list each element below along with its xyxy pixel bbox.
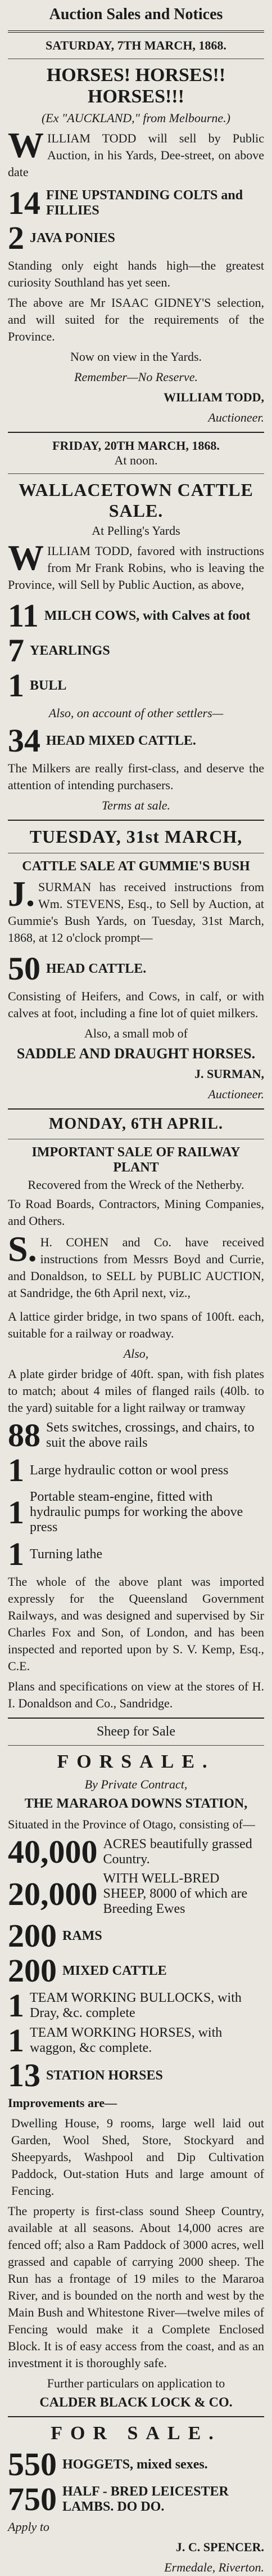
ad-hoggets <box>8 2423 264 2576</box>
lot-row <box>8 950 264 987</box>
ad-intro <box>8 538 264 593</box>
lot-number: 1 <box>8 2022 24 2059</box>
ad-agent: CALDER BLACK LOCK & CO. <box>39 2395 233 2410</box>
lot-row <box>8 1833 264 1870</box>
lot-row <box>8 187 264 219</box>
lot-row <box>8 722 264 759</box>
lot-row <box>8 222 264 254</box>
lot-row <box>8 2057 264 2094</box>
ad-remember: Remember—No Reserve. <box>74 370 198 384</box>
lot-row <box>8 632 264 669</box>
lot-row <box>8 1452 264 1488</box>
divider <box>8 1718 264 1719</box>
divider <box>8 30 264 33</box>
drop-cap: W <box>8 538 44 578</box>
ad-gummies-bush <box>8 826 264 1103</box>
lot-number: 1 <box>8 1493 24 1531</box>
lot-description: TEAM WORKING HORSES, with waggon, &c complete. <box>30 2025 223 2055</box>
lot-number: 34 <box>8 722 40 759</box>
lot-description: Sets switches, crossings, and chairs, to suit the above rails <box>46 1420 255 1450</box>
ad-headline: FORSALE. <box>57 1751 215 1772</box>
ad-horses <box>8 38 264 426</box>
drop-cap: S. <box>8 1229 37 1269</box>
ad-also-lot: SADDLE AND DRAUGHT HORSES. <box>16 1045 256 1062</box>
lot-description: Portable steam-engine, fitted with hydraulic pumps for working the above press <box>30 1490 243 1535</box>
ad-headline: CATTLE SALE AT GUMMIE'S BUSH <box>22 859 250 874</box>
ad-date: TUESDAY, 31st MARCH, <box>29 826 243 847</box>
ad-subtitle: Recovered from the Wreck of the Netherby. <box>28 1178 244 1192</box>
ad-intro-text: H. COHEN and Co. have received instructions from Messrs Boyd and Currie, and Donaldson, to SELL by PUBLIC AUCTION, at Sandridge, the 6th April next, viz., <box>8 1235 264 1300</box>
lot-description: MILCH COWS, with Calves at foot <box>44 608 251 623</box>
lot-number: 11 <box>8 597 39 634</box>
lot-number: 2 <box>8 220 24 256</box>
lot-description: FINE UPSTANDING COLTS and FILLIES <box>46 188 243 218</box>
ad-to: To Road Boards, Contractors, Mining Companies, and Others. <box>8 1197 264 1228</box>
ad-contact: J. C. SPENCER. <box>175 2540 264 2554</box>
auctioneer-title: Auctioneer. <box>208 1087 264 1101</box>
divider <box>8 1745 264 1746</box>
lot-number: 50 <box>8 950 40 987</box>
lot-number: 750 <box>8 2481 57 2517</box>
ad-plans: Plans and specifications on view at the stores of H. I. Donaldson and Co., Sandridge. <box>8 1679 264 1710</box>
drop-cap: J. <box>8 874 35 914</box>
ad-date: FRIDAY, 20TH MARCH, 1868. <box>52 439 220 453</box>
lot-description: WITH WELL-BRED SHEEP, 8000 of which are Breeding Ewes <box>103 1871 248 1916</box>
lot-number: 200 <box>8 1952 57 1989</box>
ad-railway-plant <box>8 1115 264 1712</box>
ad-mararoa-station <box>8 1724 264 2410</box>
lot-number: 1 <box>8 1452 24 1488</box>
auctioneer-name: J. SURMAN, <box>194 1067 264 1081</box>
lot-number: 7 <box>8 632 24 669</box>
page-header: Auction Sales and Notices <box>49 6 223 23</box>
ad-date: MONDAY, 6TH APRIL. <box>49 1115 223 1133</box>
ad-selection: The above are Mr ISAAC GIDNEY'S selection, and will suited for the requirements of the Province. <box>8 296 264 343</box>
ad-private: By Private Contract, <box>84 1777 188 1791</box>
ad-headline: FOR SALE. <box>51 2423 221 2444</box>
lot-number: 1 <box>8 1987 24 2024</box>
ad-description: The Milkers are really first-class, and deserve the attention of intending purchasers. <box>8 761 264 792</box>
ad-intro-text: ILLIAM TODD will sell by Public Auction, in his Yards, Dee-street, on above date <box>8 131 264 179</box>
ad-date: SATURDAY, 7TH MARCH, 1868. <box>46 38 226 52</box>
lot-row <box>8 1536 264 1572</box>
ad-plate: A plate girder bridge of 40ft. span, with fish plates to match; about 4 miles of flanged rails (40lb. to the yard) suitable for a light railway or tramway <box>8 1367 264 1415</box>
lot-row <box>8 2481 264 2517</box>
ad-terms: Terms at sale. <box>101 798 171 812</box>
auctioneer-name: WILLIAM TODD, <box>164 390 264 404</box>
ad-also: Also, <box>123 1347 149 1361</box>
lot-description: HALF - BRED LEICESTER LAMBS. DO DO. <box>62 2484 229 2514</box>
lot-number: 13 <box>8 2057 40 2094</box>
ad-headline: HORSES! HORSES!! HORSES!!! <box>46 65 226 107</box>
lot-row <box>8 1987 264 2024</box>
ad-view: Now on view in the Yards. <box>70 350 202 364</box>
lot-description: MIXED CATTLE <box>62 1963 167 1978</box>
ad-intro <box>8 1229 264 1302</box>
lot-row <box>8 597 264 634</box>
ad-also: Also, on account of other settlers— <box>48 706 224 720</box>
section-title: Sheep for Sale <box>97 1724 175 1739</box>
lot-number: 88 <box>8 1417 40 1454</box>
ad-description: Consisting of Heifers, and Cows, in calf, or with calves at foot, including a fine lot of quiet milkers. <box>8 989 264 1020</box>
ad-girder: A lattice girder bridge, in two spans of 100ft. each, suitable for a railway or roadway. <box>8 1309 264 1340</box>
lot-number: 1 <box>8 1536 24 1572</box>
divider <box>8 1108 264 1110</box>
lot-number: 550 <box>8 2446 57 2483</box>
ad-place: At Pelling's Yards <box>92 524 180 538</box>
lot-description: STATION HORSES <box>46 2068 163 2083</box>
ad-situated: Situated in the Province of Otago, consisting of— <box>8 1817 255 1831</box>
lot-description: HOGGETS, mixed sexes. <box>62 2457 208 2472</box>
ad-intro <box>8 874 264 946</box>
ad-intro-text: SURMAN has received instructions from Wm. STEVENS, Esq., to Sell by Auction, at Gummie's Bush Yards, on Tuesday, 31st March, 1868, at 12 o'clock prompt— <box>8 880 264 945</box>
lot-description: BULL <box>30 678 67 693</box>
lot-description: HEAD CATTLE. <box>46 961 147 976</box>
ad-subtitle: (Ex "AUCKLAND," from Melbourne.) <box>41 111 230 125</box>
ad-apply: Apply to <box>8 2520 49 2534</box>
lot-number: 40,000 <box>8 1833 98 1870</box>
lot-row <box>8 1917 264 1954</box>
divider <box>8 820 264 821</box>
ad-property: The property is first-class sound Sheep Country, available at all seasons. About 14,000 acres are fenced off; also a Ram Paddock of 3000 acres, well grassed and capable of carrying 2000 sheep. The Run has a frontage of 19 miles to the Mararoa River, and is bounded on the north and west by the Main Bush and Whitestone River—twelve miles of Fencing would make it a Complete Enclosed Block. It is of easy access from the coast, and as an investment it is thoroughly safe. <box>8 2204 264 2370</box>
lot-number: 200 <box>8 1917 57 1954</box>
lot-number: 20,000 <box>8 1875 98 1912</box>
lot-description: ACRES beautifully grassed Country. <box>103 1837 252 1867</box>
ad-further: Further particulars on application to <box>47 2376 225 2390</box>
divider <box>8 432 264 433</box>
ad-location: Ermedale, Riverton. <box>164 2560 264 2574</box>
lot-description: Large hydraulic cotton or wool press <box>30 1463 229 1478</box>
ad-headline: WALLACETOWN CATTLE SALE. <box>19 480 253 521</box>
lot-row <box>8 2446 264 2483</box>
lot-description: JAVA PONIES <box>30 230 115 245</box>
lot-row <box>8 1952 264 1989</box>
lot-row <box>8 1871 264 1917</box>
lot-row <box>8 2022 264 2059</box>
divider <box>8 473 264 474</box>
ad-intro <box>8 125 264 181</box>
lot-description: HEAD MIXED CATTLE. <box>46 733 196 748</box>
ad-description: The whole of the above plant was imported expressly for the Queensland Government Railways, and was designed and supervised by Sir Charles Fox and Son, of London, and has been inspected and reported upon by S. V. Kemp, Esq., C.E. <box>8 1575 264 1673</box>
lot-row <box>8 1490 264 1535</box>
drop-cap: W <box>8 125 44 165</box>
ad-also: Also, a small mob of <box>84 1026 188 1040</box>
lot-description: RAMS <box>62 1928 102 1943</box>
ad-description: Standing only eight hands high—the greatest curiosity Southland has yet seen. <box>8 258 264 289</box>
lot-description: TEAM WORKING BULLOCKS, with Dray, &c. complete <box>30 1991 242 2020</box>
auctioneer-title: Auctioneer. <box>208 410 264 424</box>
divider <box>8 2416 264 2417</box>
lot-row <box>8 1417 264 1454</box>
lot-number: 1 <box>8 667 24 704</box>
ad-improvements: Dwelling House, 9 rooms, large well laid out Garden, Wool Shed, Store, Stockyard and Sheepyards, Washpool and Dip Cultivation Paddock, Out-station Huts and large amount of Fencing. <box>11 2116 264 2198</box>
ad-improvements-label: Improvements are— <box>8 2096 117 2110</box>
lot-description: Turning lathe <box>30 1546 103 1562</box>
ad-intro-text: ILLIAM TODD, favored with instructions from Mr Frank Robins, who is leaving the Province, will Sell by Public Auction, as above, <box>8 544 264 592</box>
ad-wallacetown <box>8 439 264 814</box>
ad-station: THE MARAROA DOWNS STATION, <box>24 1796 248 1811</box>
ad-time: At noon. <box>114 453 158 467</box>
lot-row <box>8 667 264 704</box>
ad-headline: IMPORTANT SALE OF RAILWAY PLANT <box>31 1145 241 1175</box>
lot-number: 14 <box>8 185 40 221</box>
lot-description: YEARLINGS <box>30 643 110 658</box>
